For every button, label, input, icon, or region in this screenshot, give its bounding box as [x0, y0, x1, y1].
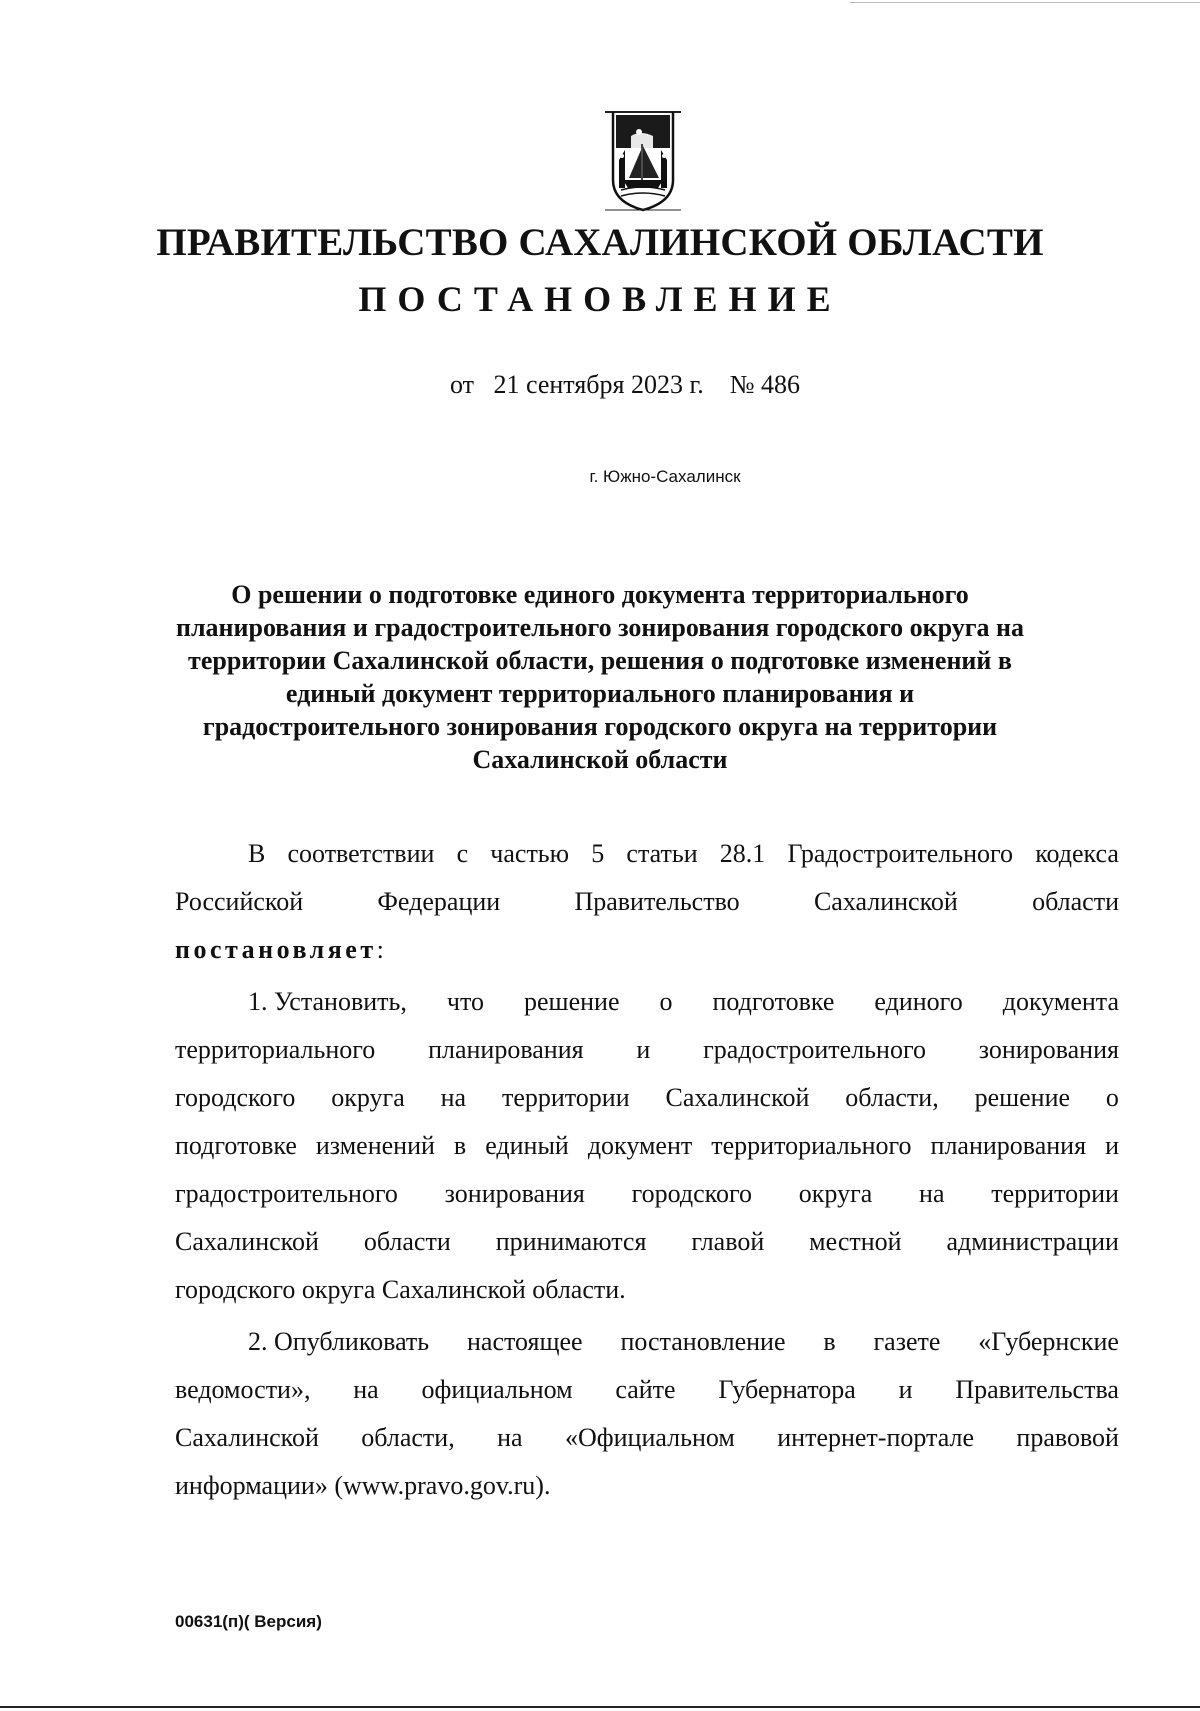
text-line: 1. Установить, что решение о подготовке единого документа	[248, 987, 1119, 1016]
text-line: Сахалинской области, на «Официальном интернет-портале правовой	[175, 1423, 1119, 1452]
text-line: Российской Федерации Правительство Сахалинской области	[175, 887, 1119, 916]
subject-line: единый документ территориального планирования и	[285, 679, 915, 708]
document-body	[175, 830, 1119, 1510]
government-title: ПРАВИТЕЛЬСТВО САХАЛИНСКОЙ ОБЛАСТИ	[156, 221, 1044, 264]
date-prefix: от	[449, 370, 474, 399]
scan-edge-line	[850, 2, 1200, 3]
subject-line: О решении о подготовке единого документа территориального	[231, 580, 969, 609]
text-line: подготовке изменений в единый документ территориального планирования и	[175, 1131, 1119, 1160]
subject-line: планирования и градостроительного зонирования городского округа на	[175, 613, 1025, 642]
subject-line: Сахалинской области	[472, 745, 728, 774]
text-line: градостроительного зонирования городского округа на территории	[175, 1179, 1119, 1208]
page-bottom-rule	[0, 1706, 1200, 1708]
text-line: информации» (www.pravo.gov.ru).	[175, 1471, 551, 1500]
preamble-paragraph	[175, 830, 1119, 974]
sakhalin-coat-of-arms-icon	[603, 110, 683, 212]
text-line: 2. Опубликовать настоящее постановление в газете «Губернские	[248, 1327, 1119, 1356]
subject-line: территории Сахалинской области, решения о подготовке изменений в	[188, 646, 1012, 675]
text-line: В соответствии с частью 5 статьи 28.1 Градостроительного кодекса	[248, 839, 1119, 868]
subject-line: градостроительного зонирования городского округа на территории	[202, 712, 998, 741]
text-line: ведомости», на официальном сайте Губернатора и Правительства	[175, 1375, 1119, 1404]
text-line: территориального планирования и градостроительного зонирования	[175, 1035, 1119, 1064]
text-line: Сахалинской области принимаются главой местной администрации	[175, 1227, 1119, 1256]
item-1-paragraph	[175, 978, 1119, 1314]
resolves-word: постановляет	[175, 935, 377, 964]
document-date-line	[0, 370, 1200, 400]
text-line: городского округа Сахалинской области.	[175, 1275, 626, 1304]
text-line: постановляет:	[175, 935, 384, 964]
document-type: ПОСТАНОВЛЕНИЕ	[358, 279, 842, 319]
form-version-code: 00631(п)( Версия)	[175, 1612, 322, 1631]
document-date: 21 сентября 2023 г.	[493, 370, 704, 399]
document-subject	[150, 578, 1050, 776]
document-number: № 486	[729, 370, 801, 399]
document-city: г. Южно-Сахалинск	[589, 467, 741, 486]
text-line: городского округа на территории Сахалинской области, решение о	[175, 1083, 1119, 1112]
item-2-paragraph	[175, 1318, 1119, 1510]
